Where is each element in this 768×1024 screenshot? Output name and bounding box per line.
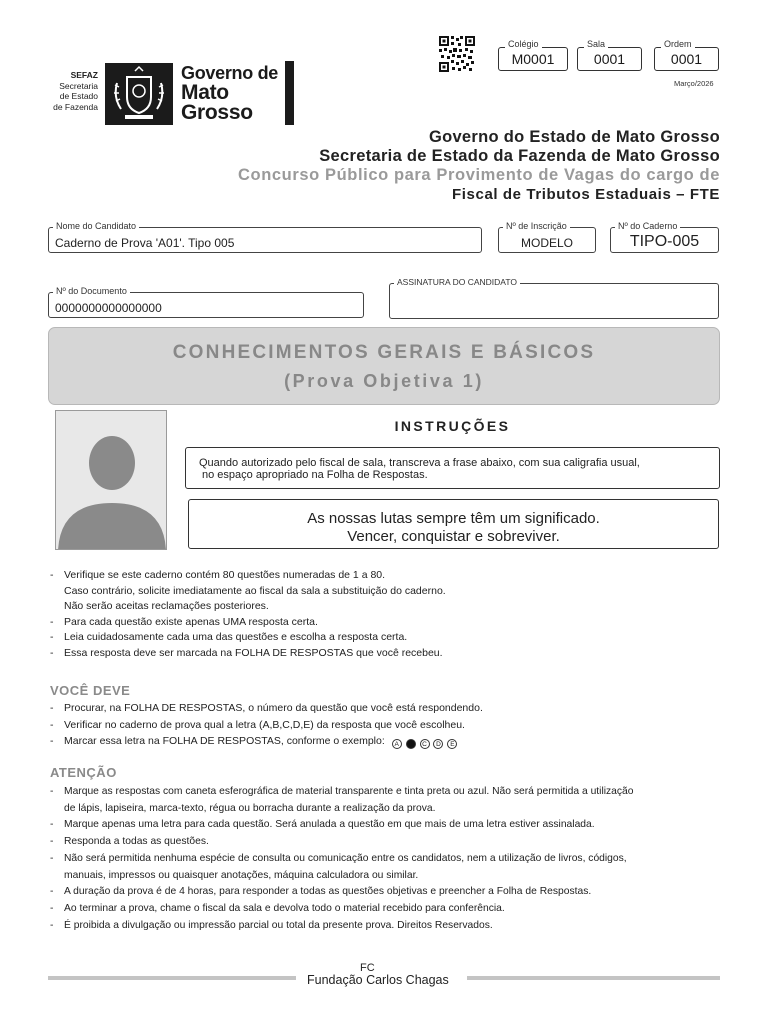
sala-value: 0001	[593, 51, 626, 67]
voce-deve-heading: VOCÊ DEVE	[50, 683, 131, 698]
candidate-name-label: Nome do Candidato	[53, 221, 139, 232]
list-item-text: Não será permitida nenhuma espécie de consulta ou comunicação entre os candidatos, nem a utilização de livros, códigos,	[64, 852, 627, 864]
list-item: - Marque as respostas com caneta esferográfica de material transparente e tinta preta ou azul. Não será permitida a utilização de lápis, lapiseira, marca-texto, régua ou borracha durante a realização da prova.	[50, 784, 730, 817]
bubble-e-icon: E	[447, 739, 457, 749]
logo-word: Mato	[181, 81, 229, 104]
exam-date: Março/2026	[674, 79, 714, 88]
sefaz-line: de Estado	[59, 91, 98, 101]
inscription-number-field[interactable]	[498, 221, 596, 253]
list-item-text: Verifique se este caderno contém 80 questões numeradas de 1 a 80.	[64, 569, 386, 581]
candidate-name-value: Caderno de Prova 'A01'. Tipo 005	[55, 236, 235, 250]
atencao-list	[50, 784, 730, 934]
candidate-photo-placeholder-icon	[55, 410, 167, 550]
list-item: - Verifique se este caderno contém 80 questões numeradas de 1 a 80. Caso contrário, solicite imediatamente ao fiscal da sala a substituição do caderno. Não serão aceitas reclamações posteriores.	[50, 568, 730, 615]
list-item-text: Ao terminar a prova, chame o fiscal da sala e devolva todo o material recebido para conferência.	[64, 902, 505, 914]
list-item-text: Verificar no caderno de prova qual a letra (A,B,C,D,E) da resposta que você escolheu.	[64, 718, 465, 731]
logo-word: Governo de	[181, 63, 279, 83]
booklet-number-label: Nº do Caderno	[615, 221, 680, 232]
title-contest: Concurso Público para Provimento de Vagas do cargo de	[238, 166, 720, 184]
list-item-text: Marcar essa letra na FOLHA DE RESPOSTAS, conforme o exemplo:	[64, 735, 385, 747]
qr-code-icon	[439, 36, 475, 72]
sala-label: Sala	[584, 39, 608, 49]
signature-label: ASSINATURA DO CANDIDATO	[394, 277, 520, 288]
governo-logo-text	[181, 63, 278, 123]
list-item-text: de lápis, lapiseira, marca-texto, régua ou borracha durante a realização da prova.	[64, 802, 436, 814]
sefaz-line: de Fazenda	[53, 101, 98, 112]
colegio-value: M0001	[511, 51, 555, 67]
instructions-title: INSTRUÇÕES	[394, 418, 511, 434]
colegio-label: Colégio	[505, 39, 542, 49]
transcription-instruction-line: Quando autorizado pelo fiscal de sala, transcreva a frase abaixo, com sua caligrafia usual,	[199, 457, 640, 469]
general-instructions-list	[50, 568, 730, 662]
list-item-text: Essa resposta deve ser marcada na FOLHA DE RESPOSTAS que você recebeu.	[64, 646, 443, 659]
fcc-logo-text: Fundação Carlos Chagas	[307, 973, 449, 987]
logo-word: Grosso	[181, 101, 253, 124]
list-item: - Para cada questão existe apenas UMA resposta certa.	[50, 615, 730, 631]
list-item-text: Leia cuidadosamente cada uma das questões e escolha a resposta certa.	[64, 631, 408, 644]
sefaz-label	[40, 70, 98, 112]
phrase-line: As nossas lutas sempre têm um significado.	[307, 510, 600, 527]
list-item: - Leia cuidadosamente cada uma das questões e escolha a resposta certa.	[50, 630, 730, 646]
title-government: Governo do Estado de Mato Grosso	[428, 128, 720, 146]
booklet-number-field[interactable]	[610, 221, 719, 253]
ordem-label: Ordem	[661, 39, 695, 49]
sefaz-line: SEFAZ	[70, 70, 98, 80]
logo-divider	[285, 61, 294, 125]
list-item-text: Marque as respostas com caneta esferográfica de material transparente e tinta preta ou azul. Não será permitida a utilização	[64, 786, 634, 797]
exam-banner	[48, 327, 720, 405]
answer-example	[392, 735, 459, 752]
list-item: - Essa resposta deve ser marcada na FOLHA DE RESPOSTAS que você recebeu.	[50, 646, 730, 662]
signature-field[interactable]	[389, 277, 719, 319]
list-item: - Marque apenas uma letra para cada questão. Será anulada a questão em que mais de uma letra estiver assinalada.	[50, 817, 730, 834]
voce-deve-list	[50, 700, 730, 752]
list-item: - A duração da prova é de 4 horas, para responder a todas as questões objetivas e preencher a Folha de Respostas.	[50, 884, 730, 901]
transcription-instruction-box	[185, 447, 720, 489]
banner-subject: CONHECIMENTOS GERAIS E BÁSICOS	[172, 342, 596, 363]
list-item-text: Marque apenas uma letra para cada questão. Será anulada a questão em que mais de uma letra estiver assinalada.	[64, 819, 595, 831]
list-item: - Não será permitida nenhuma espécie de consulta ou comunicação entre os candidatos, nem a utilização de livros, códigos, manuais, impressos ou quaisquer anotações, máquina calculadora ou similar.	[50, 851, 730, 884]
list-item: - Marcar essa letra na FOLHA DE RESPOSTAS, conforme o exemplo: A B C D E	[50, 733, 730, 752]
list-item: - Procurar, na FOLHA DE RESPOSTAS, o número da questão que você está respondendo.	[50, 700, 730, 717]
list-item: - Ao terminar a prova, chame o fiscal da sala e devolva todo o material recebido para conferência.	[50, 901, 730, 918]
footer-divider-right	[467, 976, 720, 980]
fcc-logo-mark: FC	[360, 962, 375, 974]
exam-titles	[238, 128, 720, 204]
colegio-box	[498, 39, 568, 71]
bubble-b-filled-icon: B	[406, 739, 416, 749]
inscription-number-value: MODELO	[520, 236, 573, 250]
list-item-text: manuais, impressos ou quaisquer anotações, máquina calculadora ou similar.	[64, 869, 419, 881]
bubble-d-icon: D	[433, 739, 443, 749]
list-item: - Responda a todas as questões.	[50, 834, 730, 851]
footer-divider-left	[48, 976, 296, 980]
document-number-field[interactable]	[48, 286, 364, 318]
sefaz-line: Secretaria	[59, 80, 98, 91]
booklet-number-value: TIPO-005	[629, 233, 700, 250]
bubble-c-icon: C	[420, 739, 430, 749]
document-number-value: 0000000000000000	[55, 301, 162, 315]
list-item: - Verificar no caderno de prova qual a letra (A,B,C,D,E) da resposta que você escolheu.	[50, 717, 730, 734]
document-number-label: Nº do Documento	[53, 286, 130, 297]
banner-test-type: (Prova Objetiva 1)	[284, 371, 484, 391]
list-item-text: Responda a todas as questões.	[64, 836, 209, 848]
list-item-text: Não serão aceitas reclamações posteriores.	[64, 600, 269, 613]
atencao-heading: ATENÇÃO	[50, 765, 117, 780]
phrase-box	[188, 499, 719, 549]
list-item-text: Caso contrário, solicite imediatamente ao fiscal da sala a substituição do caderno.	[64, 584, 446, 597]
coat-of-arms-icon	[105, 63, 173, 125]
sala-box	[577, 39, 642, 71]
list-item-text: Procurar, na FOLHA DE RESPOSTAS, o número da questão que você está respondendo.	[64, 702, 483, 714]
list-item: - É proibida a divulgação ou impressão parcial ou total da presente prova. Direitos Reservados.	[50, 918, 730, 935]
list-item-text: É proibida a divulgação ou impressão parcial ou total da presente prova. Direitos Reservados.	[64, 919, 493, 931]
candidate-name-field[interactable]	[48, 221, 482, 253]
ordem-value: 0001	[670, 51, 703, 67]
title-position: Fiscal de Tributos Estaduais – FTE	[452, 186, 720, 203]
bubble-a-icon: A	[392, 739, 402, 749]
list-item-text: A duração da prova é de 4 horas, para responder a todas as questões objetivas e preencher a Folha de Respostas.	[64, 886, 592, 898]
title-secretariat: Secretaria de Estado da Fazenda de Mato Grosso	[319, 147, 720, 165]
transcription-instruction-line: no espaço apropriado na Folha de Respostas.	[202, 469, 428, 481]
inscription-number-label: Nº de Inscrição	[503, 221, 570, 232]
phrase-line: Vencer, conquistar e sobreviver.	[347, 528, 560, 545]
list-item-text: Para cada questão existe apenas UMA resposta certa.	[64, 615, 318, 628]
ordem-box	[654, 39, 719, 71]
